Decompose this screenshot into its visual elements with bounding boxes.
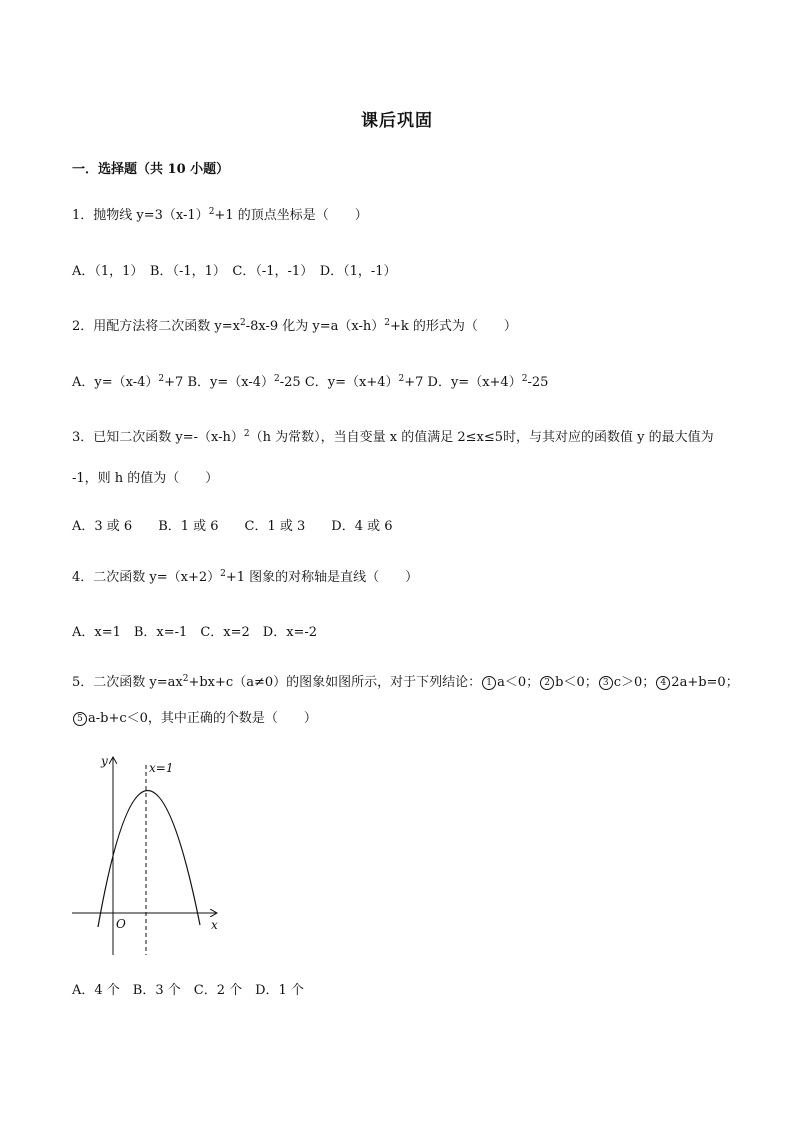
x-axis-label: x <box>211 918 218 932</box>
question-1: 1．抛物线 $y=3(x-1)^2+1$ 的顶点坐标是（ ） <box>72 207 368 223</box>
circled-number: 3 <box>599 676 613 690</box>
question-3-line-2: -1，则 h 的值为（ ） <box>72 471 219 486</box>
question-3-options: A．3 或 6 B．1 或 6 C．1 或 3 D．4 或 6 <box>72 519 393 534</box>
circled-number: 1 <box>482 676 496 690</box>
circled-number: 2 <box>540 676 554 690</box>
page-title: 课后巩固 <box>361 111 433 131</box>
origin-label: O <box>116 917 126 931</box>
question-1-options: A．（1，1） B．（-1，1） C．（-1，-1） D．（1，-1） <box>72 264 397 279</box>
question-2: 2．用配方法将二次函数 $y=x^2-8x-9$ 化为 $y=a(x-h)^2+k$ 的形式为（ ） <box>72 318 517 334</box>
symmetry-axis-label: x=1 <box>149 761 174 775</box>
question-4: 4．二次函数 $y=(x+2)^2+1$ 图象的对称轴是直线（ ） <box>72 569 419 585</box>
y-axis-label: y <box>101 754 108 768</box>
question-5: 5．二次函数 $y=ax^2+bx+c(a\ne 0)$的图象如图所示，对于下列结论： 1 a＜0； 2 b＜0； 3 c＞0； 4 2a+b=0； <box>72 674 739 690</box>
question-3: 3．已知二次函数 $y=-(x-h)^2(h$ 为常数），当自变量 x 的值满足 2≤x≤5时，与其对应的函数值 y 的最大值为 <box>72 429 714 445</box>
question-2-options: A．$y=(x-4)^2+7$ B．$y=(x-4)^2-25$ C．$y=(x+4)^2+7$ D．$y=(x+4)^2-25$ <box>72 374 549 390</box>
circled-number: 5 <box>73 712 87 726</box>
question-4-options: A．x=1 B．x=-1 C．x=2 D．x=-2 <box>72 625 318 640</box>
parabola-graph <box>70 750 230 960</box>
question-5-options: A．4 个 B．3 个 C．2 个 D．1 个 <box>72 983 304 998</box>
circled-number: 4 <box>656 676 670 690</box>
section-heading: 一．选择题（共 10 小题） <box>72 162 230 177</box>
question-5-line-2: 5 a-b+c＜0，其中正确的个数是（ ） <box>72 710 317 728</box>
